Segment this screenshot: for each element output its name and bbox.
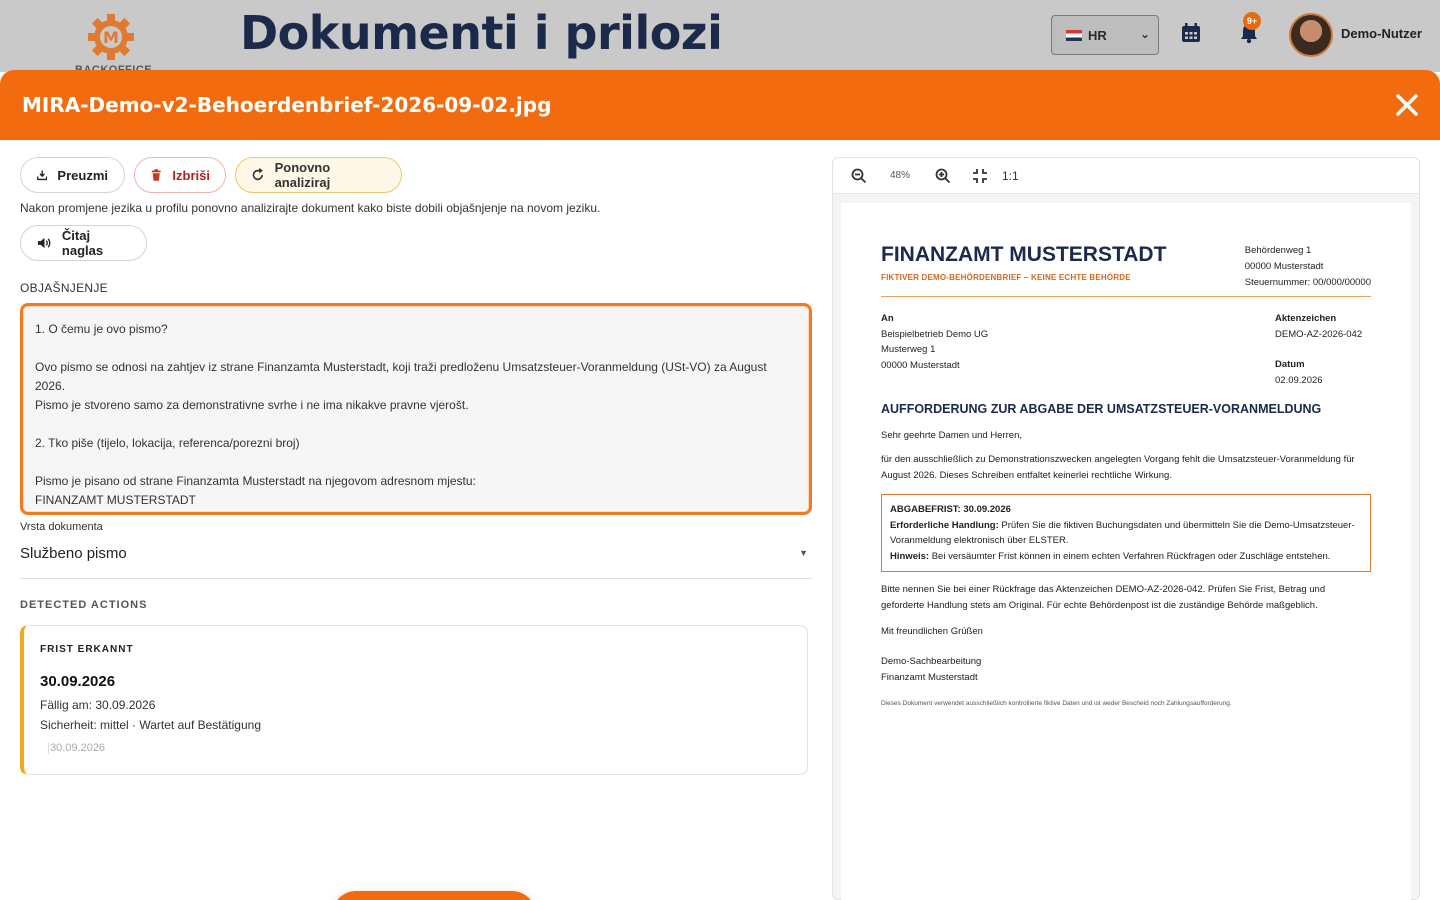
read-aloud-label: Čitaj naglas: [61, 228, 104, 258]
document-modal: [0, 70, 1440, 900]
address-line: Steuernummer: 00/000/00000: [1244, 277, 1371, 288]
letter-greeting: Sehr geehrte Damen und Herren,: [881, 430, 1022, 441]
delete-button[interactable]: [134, 157, 226, 193]
zoom-level: 48%: [889, 170, 910, 181]
document-viewer: [832, 157, 1420, 900]
notification-badge: 9+: [1243, 12, 1261, 30]
gear-logo-icon: [86, 12, 136, 62]
actual-size-button[interactable]: 1:1: [1002, 168, 1019, 183]
trash-icon: [150, 168, 162, 182]
letter-body: Bitte nennen Sie bei einer Rückfrage das Aktenzeichen DEMO-AZ-2026-042. Prüfen Sie Frist, Betrag und geforderte Handlung stets am Original. Für echte Behördenpost ist die zuständige Behörde maßgeblich.: [881, 584, 1326, 611]
modal-header: [0, 70, 1440, 140]
action-due: Fällig am: 30.09.2026: [40, 698, 156, 712]
modal-title: MIRA-Demo-v2-Behoerdenbrief-2026-09-02.jpg: [22, 93, 552, 117]
caret-down-icon: ▼: [799, 548, 808, 558]
address-line: Behördenweg 1: [1244, 245, 1312, 256]
reanalyze-label: Ponovno analiziraj: [274, 160, 331, 190]
reanalyze-hint: Nakon promjene jezika u profilu ponovno analizirajte dokument kako biste dobili objašnjenje na novom jeziku.: [20, 201, 601, 215]
signature-line: Demo-Sachbearbeitung: [881, 656, 982, 667]
calendar-icon[interactable]: [1180, 22, 1202, 44]
detected-actions-label: DETECTED ACTIONS: [20, 599, 148, 611]
letter-body: für den ausschließlich zu Demonstrationszwecken angelegten Vorgang fehlt die Umsatzsteuer-Voranmeldung für August 2026. Dieses Schreiben entfaltet keinerlei rechtliche Wirkung.: [881, 454, 1355, 481]
reanalyze-button[interactable]: [235, 157, 402, 193]
letter-subtitle: FIKTIVER DEMO-BEHÖRDENBRIEF – KEINE ECHTE BEHÖRDE: [881, 273, 1131, 282]
note-label: Hinweis:: [890, 550, 930, 562]
close-icon[interactable]: [1394, 92, 1420, 118]
explanation-paragraph: FINANZAMT MUSTERSTADT: [35, 493, 196, 507]
zoom-in-icon[interactable]: [935, 168, 951, 184]
recipient-line: 00000 Musterstadt: [881, 359, 960, 371]
action-required-label: Erforderliche Handlung:: [890, 519, 999, 531]
zoom-out-icon[interactable]: [851, 168, 867, 184]
action-card: [20, 625, 808, 775]
explanation-paragraph: Ovo pismo se odnosi na zahtjev iz strane Finanzamta Musterstadt, koji traži predloženu Umsatzsteuer-Voranmeldung (USt-VO) za August 2026.: [35, 360, 767, 393]
letter-closing: Mit freundlichen Grüßen: [881, 626, 983, 637]
read-aloud-button[interactable]: [20, 225, 147, 261]
action-buttons: [20, 157, 812, 193]
doc-type-value: Službeno pismo: [20, 545, 127, 562]
letter-footer: Dieses Dokument verwendet ausschließlich kontrollierte fiktive Daten und ist weder Bescheid noch Zahlungsaufforderung.: [881, 700, 1232, 707]
explanation-paragraph: 1. O čemu je ovo pismo?: [35, 322, 168, 336]
chevron-down-icon: ⌄: [1139, 27, 1150, 41]
language-select[interactable]: [1051, 15, 1159, 55]
download-icon: [37, 168, 47, 182]
letter-heading: AUFFORDERUNG ZUR ABGABE DER UMSATZSTEUER-VORANMELDUNG: [881, 402, 1322, 416]
letter-brand: FINANZAMT MUSTERSTADT: [881, 243, 1167, 266]
language-value: HR: [1088, 27, 1107, 43]
recipient-line: Beispielbetrieb Demo UG: [881, 328, 989, 340]
viewer-toolbar: [833, 158, 1419, 194]
speaker-icon: [37, 236, 52, 250]
svg-text:M: M: [103, 28, 119, 47]
to-label: An: [881, 313, 894, 324]
action-date: 30.09.2026: [40, 673, 116, 690]
signature-line: Finanzamt Musterstadt: [881, 672, 978, 683]
action-required: Prüfen Sie die fiktiven Buchungsdaten und übermitteln Sie die Demo-Umsatzsteuer-Voranmeldung elektronisch über ELSTER.: [890, 519, 1355, 546]
deadline: ABGABEFRIST: 30.09.2026: [890, 504, 1011, 515]
explanation-label: OBJAŠNJENJE: [20, 281, 108, 295]
explanation-textarea[interactable]: [20, 303, 812, 515]
details-panel: [20, 157, 812, 900]
recipient-row: [881, 311, 1371, 388]
document-page: [841, 203, 1411, 900]
scroll-fade: [20, 847, 812, 897]
avatar[interactable]: [1289, 13, 1333, 57]
explanation-paragraph: 2. Tko piše (tijelo, lokacija, referenca/porezni broj): [35, 436, 300, 450]
explanation-paragraph: Pismo je stvoreno samo za demonstrativne svrhe i ne ima nikakve pravne vjerošt.: [35, 398, 469, 412]
sender-address: [1245, 243, 1371, 291]
fit-icon[interactable]: [972, 168, 988, 184]
app-header: [0, 0, 1440, 72]
refresh-icon: [251, 168, 265, 182]
delete-label: Izbriši: [172, 167, 210, 183]
user-name[interactable]: Demo-Nutzer: [1341, 26, 1422, 41]
doc-type-label: Vrsta dokumenta: [20, 521, 103, 533]
page-title: Dokumenti i prilozi: [240, 6, 723, 60]
note: Bei versäumter Frist können in einem echten Verfahren Rückfragen oder Zuschläge entstehen.: [931, 550, 1331, 562]
reference-value: DEMO-AZ-2026-042: [1275, 328, 1363, 340]
save-button[interactable]: [332, 891, 536, 900]
explanation-paragraph: Pismo je pisano od strane Finanzamta Musterstadt na njegovom adresnom mjestu:: [35, 474, 476, 488]
date-label: Datum: [1275, 359, 1305, 370]
address-line: 00000 Musterstadt: [1244, 261, 1324, 272]
deadline-box: [881, 494, 1371, 572]
letter-header: [881, 243, 1371, 291]
download-label: Preuzmi: [57, 167, 108, 183]
croatia-flag-icon: [1066, 30, 1082, 41]
download-button[interactable]: [20, 157, 125, 193]
divider: [881, 296, 1371, 297]
doc-type-select[interactable]: [20, 545, 812, 579]
action-certainty: Sicherheit: mittel · Wartet auf Bestätigung: [40, 718, 261, 732]
action-kicker: FRIST ERKANNT: [40, 644, 134, 655]
recipient-line: Musterweg 1: [881, 344, 936, 355]
action-date-input[interactable]: 30.09.2026: [48, 742, 791, 754]
date-value: 02.09.2026: [1275, 374, 1323, 386]
reference-label: Aktenzeichen: [1275, 313, 1337, 324]
explanation-paragraph: [35, 510, 797, 515]
